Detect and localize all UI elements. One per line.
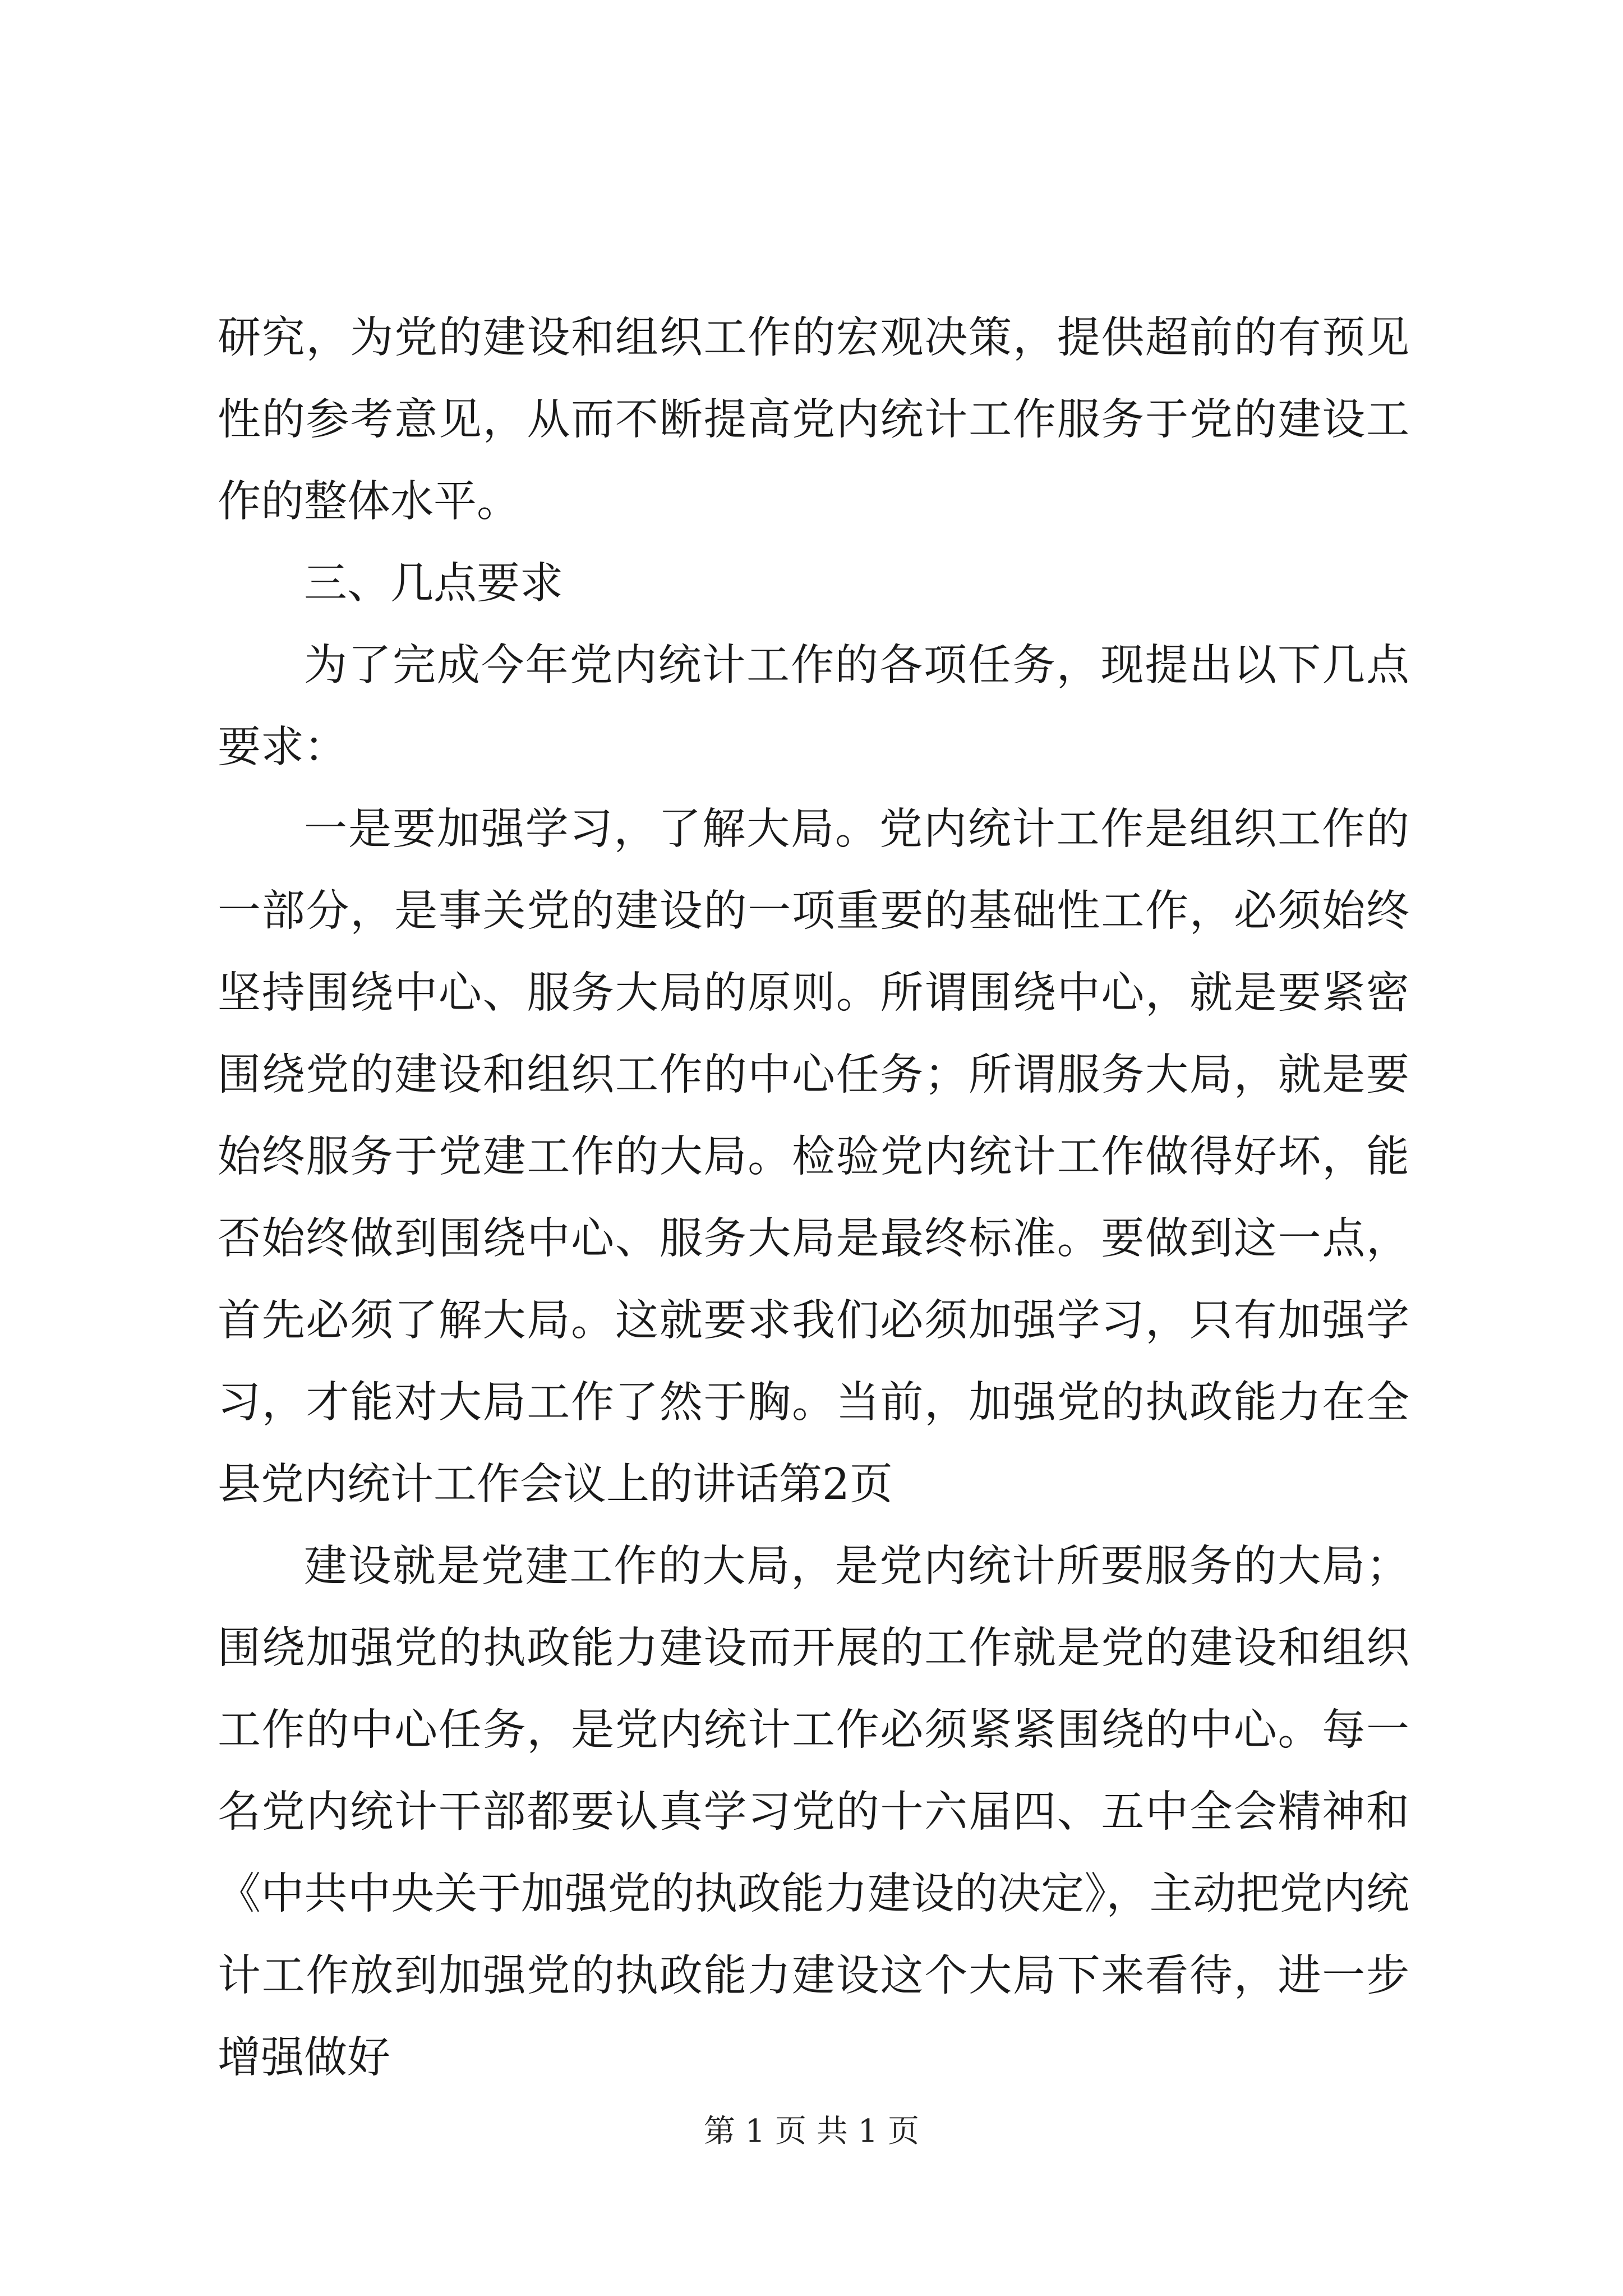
paragraph-intro: 为了完成今年党内统计工作的各项任务，现提出以下几点要求： bbox=[218, 641, 1409, 772]
section-heading: 三、几点要求 bbox=[304, 559, 563, 609]
page-footer: 第 1 页 共 1 页 bbox=[703, 2113, 920, 2150]
paragraph-continued: 建设就是党建工作的大局，是党内统计所要服务的大局；围绕加强党的执政能力建设而开展的工作就是党的建设和组织工作的中心任务，是党内统计工作必须紧紧围绕的中心。每一名党内统计干部都要认真学习党的十六届四、五中全会精神和《中共中央关于加强党的执政能力建设的决定》，主动把党内统计工作放到加强党的执政能力建设这个大局下来看待，进一步增强做好 bbox=[218, 1542, 1409, 2083]
body-text bbox=[218, 297, 1409, 2099]
paragraph-requirement-one: 一是要加强学习，了解大局。党内统计工作是组织工作的一部分，是事关党的建设的一项重要的基础性工作，必须始终坚持围绕中心、服务大局的原则。所谓围绕中心，就是要紧密围绕党的建设和组织工作的中心任务；所谓服务大局，就是要始终服务于党建工作的大局。检验党内统计工作做得好坏，能否始终做到围绕中心、服务大局是最终标准。要做到这一点，首先必须了解大局。这就要求我们必须加强学习，只有加强学习，才能对大局工作了然于胸。当前，加强党的执政能力在全县党内统计工作会议上的讲话第2页 bbox=[218, 804, 1409, 1510]
paragraph-continuation: 研究，为党的建设和组织工作的宏观决策，提供超前的有预见性的参考意见，从而不断提高党内统计工作服务于党的建设工作的整体水平。 bbox=[218, 313, 1409, 527]
